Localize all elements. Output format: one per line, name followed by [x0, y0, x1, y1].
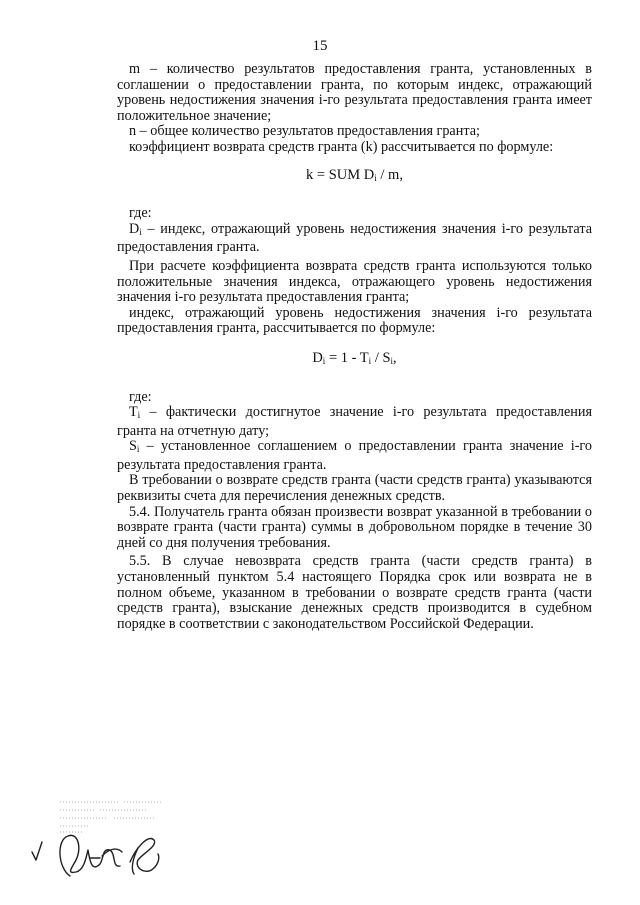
t-symbol: T — [129, 404, 138, 421]
paragraph-positive-values: При расчете коэффициента возврата средств гранта используются только положительные значения индекса, отражающего уровень недостижения значения i-го результата предоставления гранта; — [117, 257, 592, 306]
paragraph-5-5: 5.5. В случае невозврата средств гранта (части средств гранта) в установленный пунктом 5.4 настоящего Порядка срок или возврата не в полном объеме, указанном в требовании о возврате средств гранта (части средств гранта), взыскание денежных средств производится в судебном порядке в соответствии с законодательством Российской Федерации. — [117, 553, 592, 632]
formula-d — [117, 351, 592, 370]
d-subscript: i — [139, 226, 142, 237]
paragraph-k-intro: коэффициент возврата средств гранта (k) рассчитывается по формуле: — [129, 138, 554, 155]
s-definition-text: – установленное соглашением о предоставлении гранта значение i-го результата предоставления гранта. — [117, 438, 592, 473]
formula-d-subscript-3: i — [390, 355, 394, 366]
handwritten-signature — [30, 828, 170, 888]
formula-k-tail: / m, — [376, 166, 403, 183]
paragraph-5-4: 5.4. Получатель гранта обязан произвести возврат указанной в требовании о возврате гранта (части гранта) суммы в добровольном порядке в течение 30 дней со дня получения требования. — [117, 503, 592, 551]
paragraph-d-definition — [117, 222, 592, 256]
paragraph-index-intro: индекс, отражающий уровень недостижения значения i-го результата предоставления гранта, рассчитывается по формуле: — [117, 304, 592, 337]
s-subscript: i — [136, 444, 140, 455]
formula-d-subscript-1: i — [322, 355, 326, 366]
formula-k-main: k = SUM D — [306, 166, 375, 183]
formula-k — [117, 168, 592, 187]
where-label-2: где: — [129, 388, 152, 405]
formula-d-part-c: / S — [371, 349, 391, 366]
paragraph-t-definition — [117, 405, 592, 439]
where-label-1: где: — [129, 205, 152, 222]
paragraph-s-definition — [117, 439, 592, 473]
paragraph-m-definition: m – количество результатов предоставления гранта, установленных в соглашении о предоставлении гранта, по которым индекс, отражающий уровень недостижения значения i-го результата предоставления гранта имеет положительное значение; — [117, 61, 592, 124]
formula-k-subscript: i — [374, 172, 377, 183]
paragraph-n-definition: n – общее количество результатов предоставления гранта; — [129, 123, 480, 140]
formula-d-part-b: = 1 - T — [325, 349, 369, 366]
document-body — [117, 62, 592, 632]
d-definition-text: – индекс, отражающий уровень недостижения значения i-го результата предоставления гранта. — [117, 220, 592, 256]
s-symbol: S — [129, 438, 137, 455]
t-subscript: i — [137, 410, 141, 421]
t-definition-text: – фактически достигнутое значение i-го результата предоставления гранта на отчетную дату; — [117, 404, 592, 439]
d-symbol: D — [129, 220, 140, 237]
formula-d-subscript-2: i — [368, 355, 372, 366]
paragraph-requisites: В требовании о возврате средств гранта (части средств гранта) указываются реквизиты счета для перечисления денежных средств. — [117, 472, 592, 505]
page-number: 15 — [312, 38, 328, 54]
formula-d-part-a: D — [312, 349, 323, 366]
formula-d-part-d: , — [393, 349, 397, 366]
